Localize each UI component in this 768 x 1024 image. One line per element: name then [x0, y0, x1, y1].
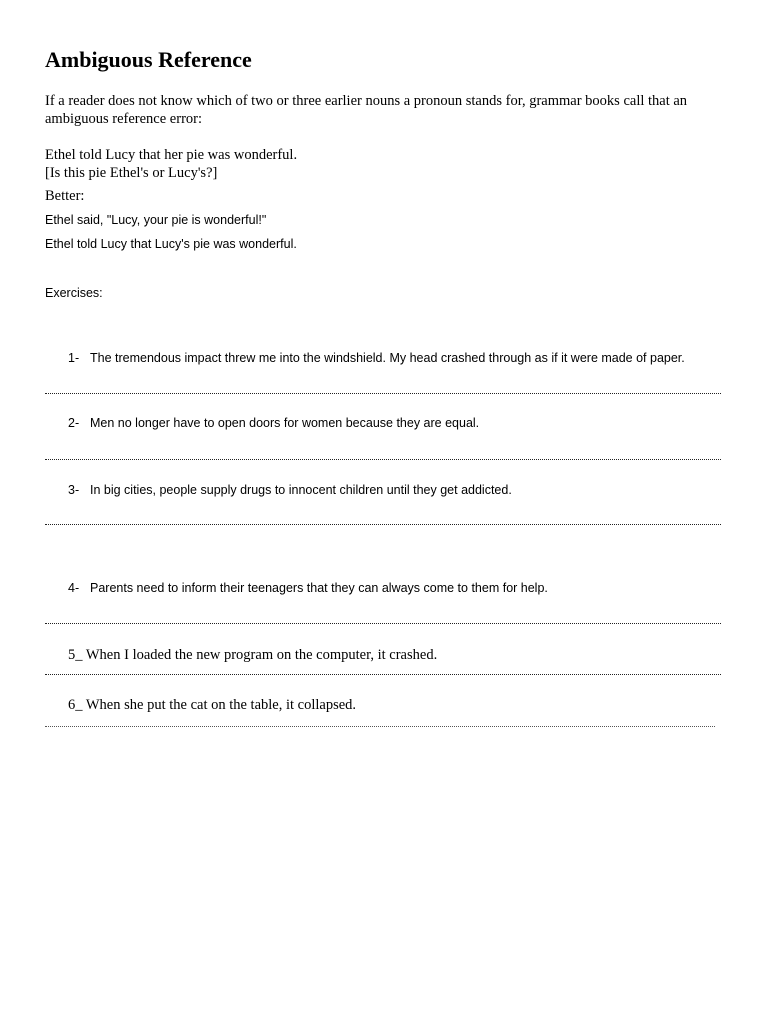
- answer-line-1[interactable]: [45, 393, 721, 394]
- exercise-text: When she put the cat on the table, it collapsed.: [85, 697, 357, 713]
- exercise-text: When I loaded the new program on the computer, it crashed.: [85, 647, 438, 663]
- exercise-item-1: [68, 350, 685, 366]
- intro-paragraph: If a reader does not know which of two or three earlier nouns a pronoun stands for, grammar books call that an ambiguous reference error:: [45, 93, 688, 127]
- exercise-number: 5_: [68, 647, 83, 663]
- exercise-text: The tremendous impact threw me into the windshield. My head crashed through as if it were made of paper.: [90, 351, 685, 365]
- exercise-text: Men no longer have to open doors for women because they are equal.: [90, 416, 480, 430]
- answer-line-5[interactable]: [45, 674, 721, 675]
- exercise-item-4: [68, 580, 548, 596]
- correction-2: Ethel told Lucy that Lucy's pie was wonderful.: [45, 237, 297, 251]
- correction-1: Ethel said, "Lucy, your pie is wonderful!": [45, 213, 267, 227]
- exercise-number: 2-: [68, 416, 80, 430]
- exercise-number: 3-: [68, 483, 80, 497]
- answer-line-3[interactable]: [45, 524, 721, 525]
- exercise-text: In big cities, people supply drugs to innocent children until they get addicted.: [90, 483, 512, 497]
- exercise-number: 4-: [68, 581, 80, 595]
- better-label: Better:: [45, 188, 85, 204]
- answer-line-2[interactable]: [45, 459, 721, 460]
- exercise-number: 1-: [68, 351, 80, 365]
- exercise-text: Parents need to inform their teenagers that they can always come to them for help.: [90, 581, 548, 595]
- answer-line-4[interactable]: [45, 623, 721, 624]
- exercises-label: Exercises:: [45, 286, 103, 300]
- page-title: Ambiguous Reference: [45, 47, 252, 72]
- exercise-item-3: [68, 482, 512, 498]
- exercise-item-6: [68, 696, 356, 714]
- example-question: [Is this pie Ethel's or Lucy's?]: [45, 165, 218, 181]
- exercise-item-2: [68, 415, 479, 431]
- exercise-item-5: [68, 646, 437, 664]
- exercise-number: 6_: [68, 697, 83, 713]
- answer-line-6[interactable]: [45, 726, 715, 727]
- example-sentence: Ethel told Lucy that her pie was wonderful.: [45, 147, 298, 163]
